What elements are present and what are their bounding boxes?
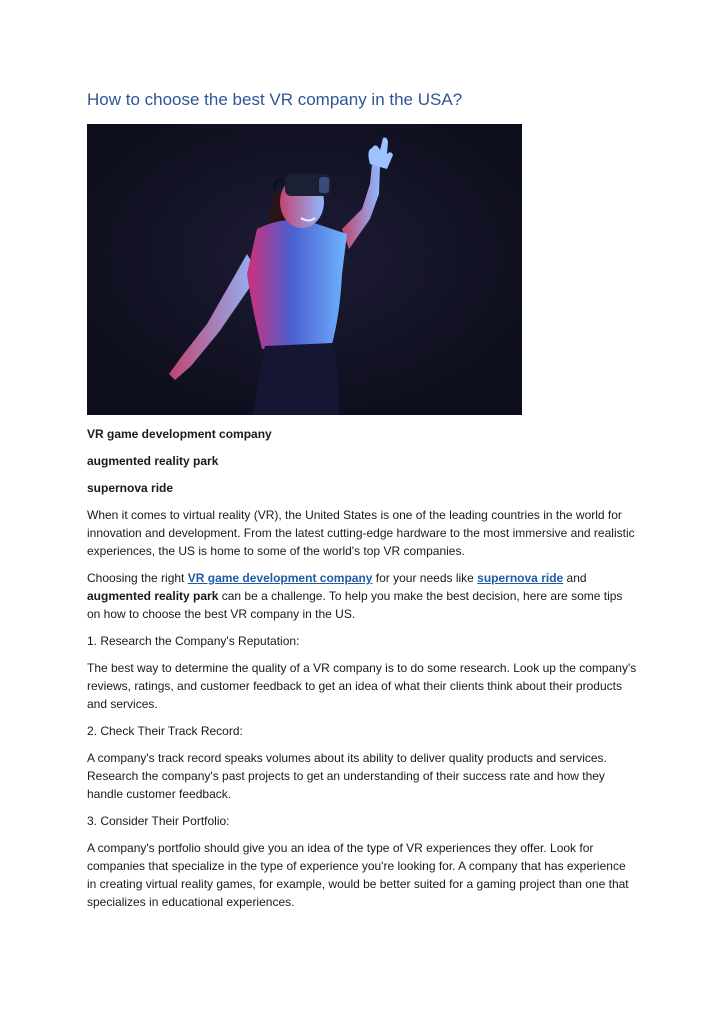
choosing-paragraph (87, 569, 637, 623)
keyword-augmented-reality-park: augmented reality park (87, 454, 219, 468)
bold-augmented-reality-park: augmented reality park (87, 589, 219, 603)
section-text-portfolio: A company's portfolio should give you an idea of the type of VR experiences they offer. Look for companies that specialize in the type of experience you're looking for. A company that has experience in creating virtual reality games, for example, would be better suited for a gaming project than one that specializes in educational experiences. (87, 841, 629, 909)
section-heading-reputation: 1. Research the Company's Reputation: (87, 634, 300, 648)
link-supernova-ride[interactable]: supernova ride (477, 571, 564, 585)
article-body (87, 425, 637, 920)
section-heading-portfolio: 3. Consider Their Portfolio: (87, 814, 230, 828)
vr-woman-illustration (87, 124, 522, 415)
article-title: How to choose the best VR company in the USA? (87, 90, 463, 109)
keyword-vr-game-development: VR game development company (87, 427, 272, 441)
choosing-text-1: Choosing the right (87, 571, 188, 585)
keyword-supernova-ride: supernova ride (87, 481, 174, 495)
intro-paragraph: When it comes to virtual reality (VR), the United States is one of the leading countries in the world for innovation and development. From the latest cutting-edge hardware to the most immersive and realistic experiences, the US is home to some of the world's top VR companies. (87, 508, 635, 558)
choosing-text-4: can be a challenge. To help you make the best decision, here are some tips on how to choose the best VR company in the US. (87, 589, 623, 621)
choosing-text-3: and (563, 571, 587, 585)
section-text-track-record: A company's track record speaks volumes about its ability to deliver quality products and services. Research the company's past projects to get an understanding of their success rate and how they handle customer feedback. (87, 751, 607, 801)
section-heading-track-record: 2. Check Their Track Record: (87, 724, 243, 738)
link-vr-game-development-company[interactable]: VR game development company (187, 571, 373, 585)
section-text-reputation: The best way to determine the quality of a VR company is to do some research. Look up the company's reviews, ratings, and customer feedback to get an idea of what their clients think about their products and services. (87, 661, 637, 711)
hero-image (87, 124, 522, 415)
choosing-text-2: for your needs like (372, 571, 478, 585)
